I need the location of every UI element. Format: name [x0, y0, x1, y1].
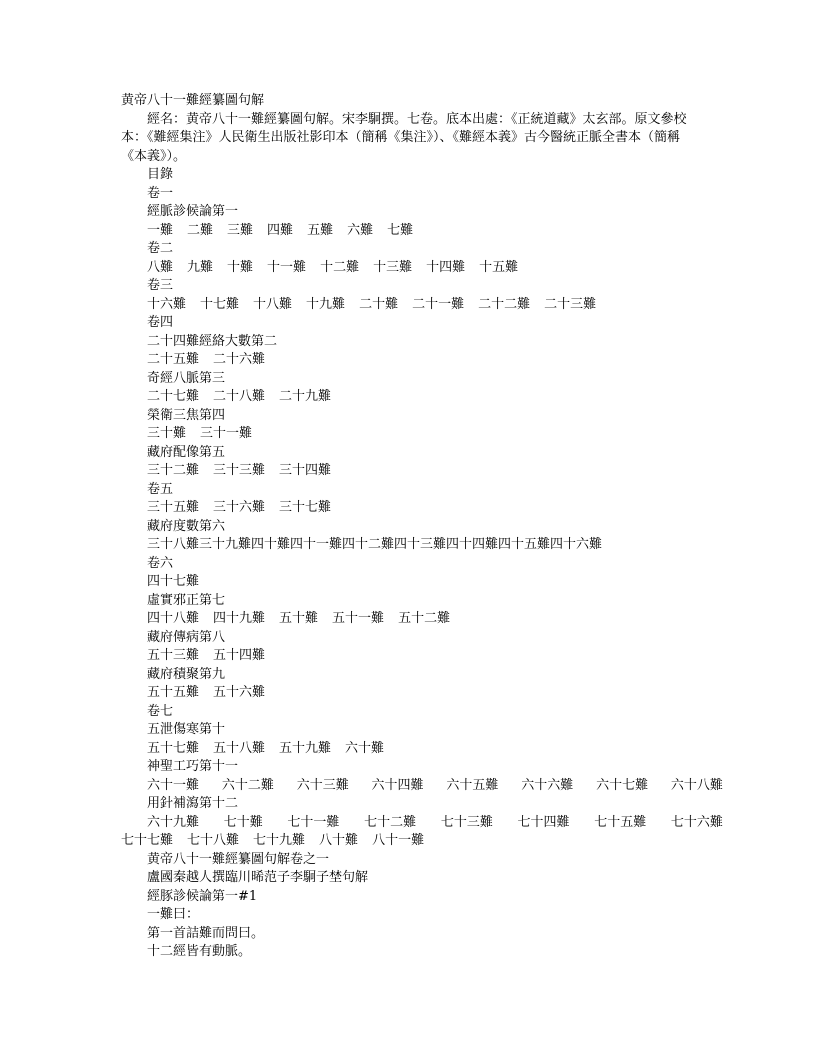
toc-item: 五十難: [279, 611, 319, 626]
toc-item-row: [121, 832, 697, 851]
section-heading: 虛實邪正第七: [147, 592, 226, 608]
toc-item: 十六難: [147, 296, 187, 312]
text-line: 十二經皆有動脈。: [147, 944, 252, 959]
toc-item: 五十五難: [147, 685, 200, 700]
toc-item: 九難: [187, 259, 214, 275]
toc-item-row: [121, 388, 697, 407]
intro-paragraph: 經名：黄帝八十一難經纂圖句解。宋李駉撰。七卷。底本出處：《正統道藏》太玄部。原文參校本：《難經集注》人民衛生出版社影印本（簡稱《集注》）、《難經本義》古今醫統正脈全書本（簡稱《本義》）。: [121, 111, 687, 164]
toc-item: 五十八難: [213, 740, 266, 756]
toc-item-row: [121, 610, 697, 629]
toc-item-row: [121, 296, 697, 315]
toc-item: 六十八難: [670, 777, 723, 793]
section-heading: 二十四難經絡大數第二: [147, 333, 278, 349]
toc-item: 五十二難: [398, 611, 451, 626]
section-heading: 奇經八脈第三: [147, 370, 226, 386]
toc-item: 十七難: [200, 296, 240, 312]
toc-item: 二十五難: [147, 352, 200, 367]
toc-item-row: [121, 647, 697, 666]
juan-heading: 卷六: [147, 555, 174, 571]
toc-item: 五十一難: [332, 611, 385, 626]
toc-item: 三十七難: [279, 500, 332, 515]
toc-item-row: [121, 351, 697, 370]
toc-item: 十四難: [426, 259, 466, 275]
toc-item-row: [121, 499, 697, 518]
toc-item: 六難: [347, 222, 374, 238]
toc-item: 六十難: [345, 740, 385, 756]
toc-item: 八十難: [319, 833, 359, 848]
toc-item: 七十八難: [187, 833, 240, 848]
toc-item: 二十六難: [213, 352, 266, 367]
document-body: [121, 92, 723, 962]
toc-item: 三十二難: [147, 463, 200, 478]
toc-item: 三十三難: [213, 463, 266, 478]
toc-item: 三難: [227, 222, 254, 238]
toc-item: 六十一難: [147, 777, 200, 793]
toc-item-run: 三十八難三十九難四十難四十一難四十二難四十三難四十四難四十五難四十六難: [147, 537, 603, 552]
toc-item: 十九難: [306, 296, 346, 312]
toc-item: 四難: [267, 222, 294, 238]
toc-item: 四十九難: [213, 611, 266, 626]
toc-item: 二十難: [359, 296, 399, 312]
chapter-heading: 經豚診候論第一#1: [147, 888, 258, 904]
document-title: 黄帝八十一難經纂圖句解: [121, 93, 265, 108]
toc-item: 二十二難: [478, 296, 531, 312]
question-heading: 一難曰：: [147, 907, 200, 922]
toc-item-row: [121, 684, 697, 703]
commentary-line: 第一首詰難而問曰。: [147, 925, 265, 941]
toc-item: 三十難: [147, 426, 187, 441]
volume-title: 黄帝八十一難經纂圖句解卷之一: [147, 851, 330, 867]
toc-item: 五難: [307, 222, 334, 238]
toc-item: 七十二難: [364, 814, 417, 830]
toc-item: 六十六難: [521, 777, 574, 793]
toc-item: 十難: [227, 259, 254, 275]
toc-item-row: [121, 222, 697, 241]
toc-item-row: [121, 462, 697, 481]
toc-item: 六十七難: [596, 777, 649, 793]
toc-item: 二十三難: [544, 296, 597, 312]
toc-item: 四十七難: [147, 574, 200, 589]
toc-item: 二十七難: [147, 389, 200, 404]
toc-item: 五十三難: [147, 648, 200, 663]
juan-heading: 卷七: [147, 703, 174, 719]
toc-item-row: [121, 425, 697, 444]
juan-heading: 卷一: [147, 185, 174, 201]
toc-item: 十三難: [373, 259, 413, 275]
toc-item: 十二難: [320, 259, 360, 275]
toc-item: 七難: [387, 222, 414, 238]
toc-item-row: [121, 740, 697, 759]
toc-item: 六十二難: [221, 777, 274, 793]
toc-item: 七十五難: [594, 814, 647, 830]
section-heading: 五泄傷寒第十: [147, 722, 226, 737]
toc-item-row: [121, 814, 723, 833]
juan-heading: 卷四: [147, 315, 174, 330]
toc-item-row: [121, 777, 723, 796]
toc-item: 五十七難: [147, 740, 200, 756]
toc-item: 八十一難: [372, 833, 425, 848]
toc-item: 二十九難: [279, 389, 332, 404]
toc-item: 七十九難: [253, 833, 306, 848]
toc-item: 十五難: [479, 259, 519, 275]
toc-item: 三十六難: [213, 500, 266, 515]
toc-item: 七十一難: [287, 814, 340, 830]
section-heading: 藏府傳病第八: [147, 629, 226, 645]
section-heading: 藏府積聚第九: [147, 666, 226, 682]
toc-item: 六十三難: [296, 777, 349, 793]
toc-item-row: [121, 259, 697, 278]
toc-item: 七十六難: [670, 814, 723, 830]
section-heading: 神聖工巧第十一: [147, 759, 239, 774]
juan-heading: 卷三: [147, 278, 174, 293]
juan-heading: 卷二: [147, 241, 174, 256]
toc-item: 七十四難: [517, 814, 570, 830]
juan-heading: 卷五: [147, 481, 174, 497]
toc-item: 一難: [147, 222, 174, 238]
toc-item: 六十九難: [147, 814, 200, 830]
toc-item: 七十七難: [121, 833, 174, 848]
toc-item: 七十三難: [440, 814, 493, 830]
toc-item: 三十四難: [279, 463, 332, 478]
toc-item: 八難: [147, 259, 174, 275]
toc-item: 六十四難: [371, 777, 424, 793]
toc-item: 六十五難: [446, 777, 499, 793]
section-heading: 用針補瀉第十二: [147, 796, 239, 811]
author-line: 盧國秦越人撰臨川晞范子李駉子埜句解: [147, 870, 369, 885]
toc-item: 二難: [187, 222, 214, 238]
toc-item: 五十六難: [213, 685, 266, 700]
section-heading: 榮衛三焦第四: [147, 407, 226, 423]
section-heading: 經脈診候論第一: [147, 204, 239, 219]
section-heading: 藏府度數第六: [147, 518, 226, 534]
toc-item: 二十一難: [412, 296, 465, 312]
toc-item: 二十八難: [213, 389, 266, 404]
toc-item: 七十難: [223, 814, 263, 830]
toc-item: 十八難: [253, 296, 293, 312]
toc-item: 五十九難: [279, 740, 332, 756]
toc-item: 三十一難: [200, 426, 253, 441]
toc-item: 五十四難: [213, 648, 266, 663]
section-heading: 藏府配像第五: [147, 444, 226, 460]
toc-heading: 目錄: [147, 167, 174, 182]
toc-item: 十一難: [267, 259, 307, 275]
toc-item: 四十八難: [147, 611, 200, 626]
toc-item: 三十五難: [147, 500, 200, 515]
